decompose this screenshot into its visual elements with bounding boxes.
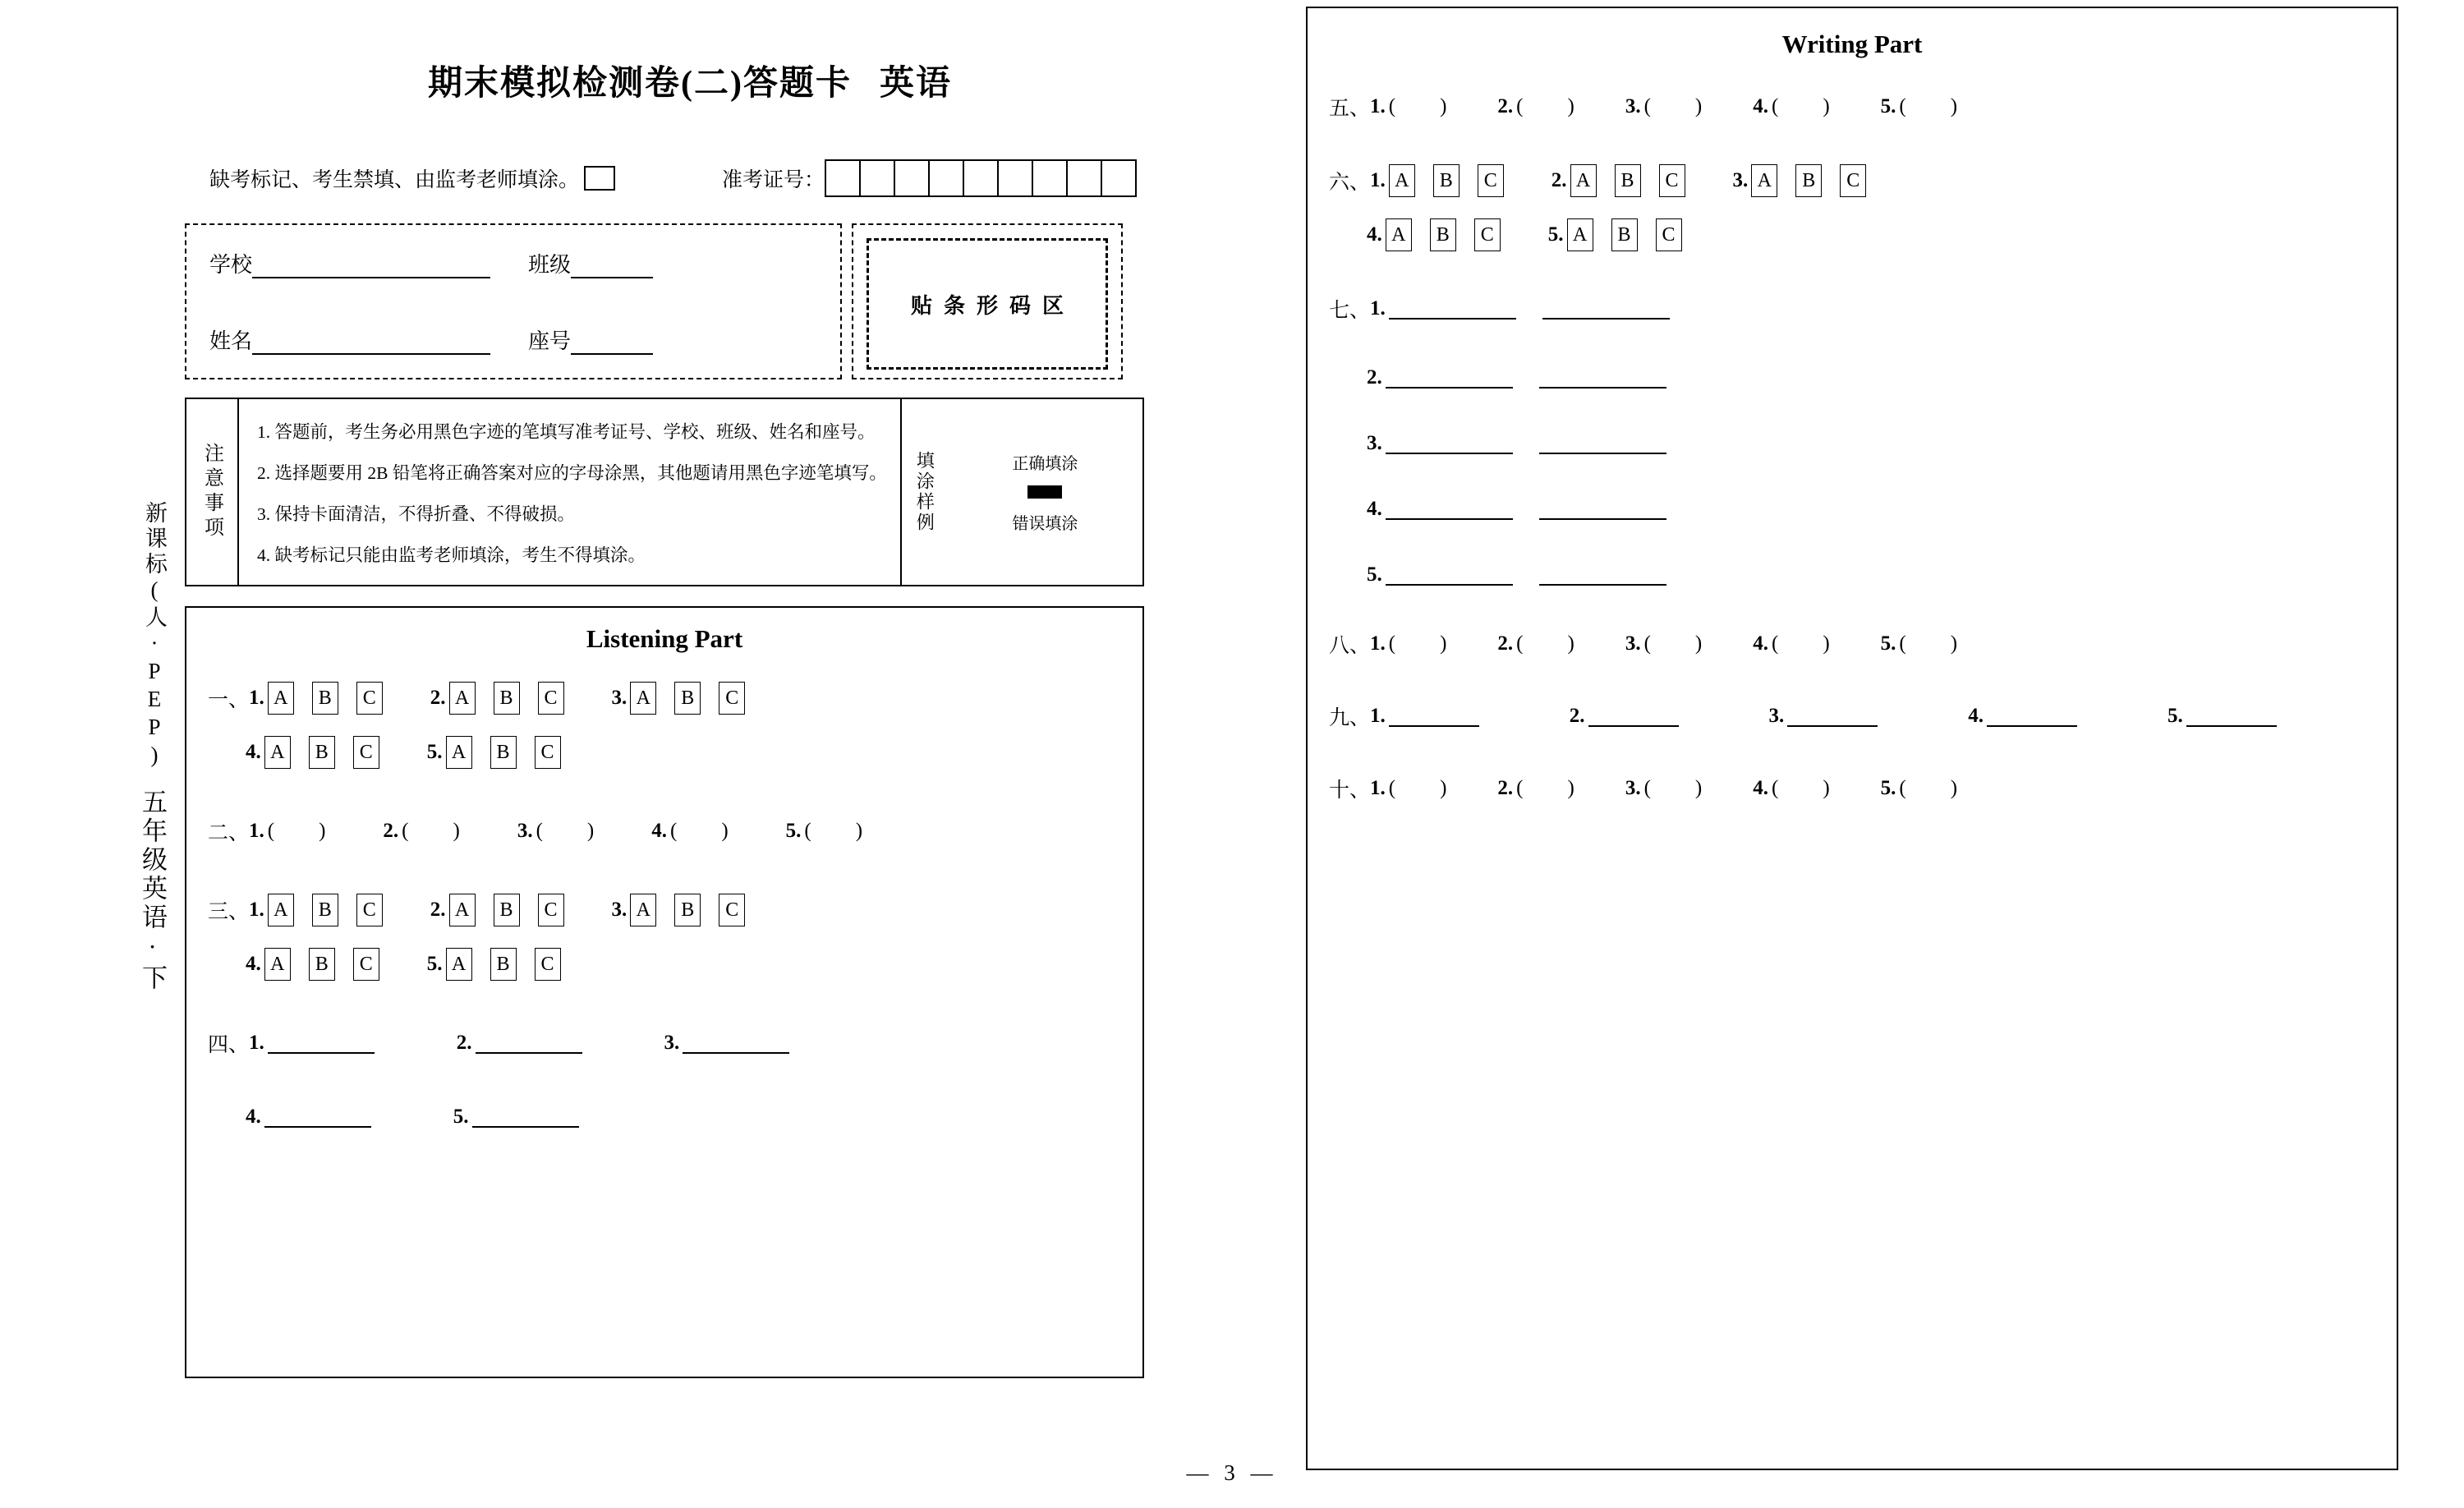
- question-number: 5.: [1547, 223, 1564, 246]
- correct-fill-mark-icon: [1027, 485, 1062, 499]
- notice-box: [185, 398, 1144, 586]
- option-bubble-a[interactable]: A: [1570, 164, 1597, 197]
- question-item: [1497, 777, 1574, 800]
- question-number: 1.: [1370, 632, 1386, 655]
- question-item: [1370, 632, 1446, 655]
- option-bubble-a[interactable]: A: [630, 894, 656, 926]
- question-number: 4.: [1753, 95, 1768, 117]
- question-item: [664, 1032, 790, 1055]
- writing-part-title: Writing Part: [1781, 30, 1923, 58]
- option-bubble-a[interactable]: A: [446, 948, 472, 981]
- absent-mark-label: 缺考标记、考生禁填、由监考老师填涂。: [209, 169, 580, 191]
- question-item: [430, 682, 582, 715]
- fill-sample-body: [948, 399, 1142, 585]
- section-label: 十、: [1329, 779, 1371, 802]
- question-row: [1329, 218, 2375, 251]
- question-item: [1625, 777, 1702, 800]
- question-number: 1.: [249, 899, 264, 921]
- question-number: 5.: [1880, 95, 1896, 117]
- name-input[interactable]: [252, 332, 490, 355]
- question-number: 3.: [1625, 95, 1641, 117]
- answer-parenthesis[interactable]: ( ): [1388, 632, 1447, 655]
- question-row: [1329, 432, 2375, 455]
- option-bubble-c[interactable]: C: [1478, 164, 1504, 197]
- option-group: [1570, 164, 1703, 197]
- question-item: [651, 820, 728, 843]
- writing-part-panel: [1306, 7, 2398, 1470]
- answer-blank[interactable]: [1539, 433, 1666, 454]
- answer-blank[interactable]: [1539, 367, 1666, 388]
- answer-blank[interactable]: [2186, 706, 2277, 727]
- option-bubble-c[interactable]: C: [356, 894, 383, 926]
- question-number: 5.: [426, 953, 443, 975]
- notice-title: 注意事项: [186, 399, 239, 585]
- question-number: 5.: [1880, 777, 1896, 799]
- question-row: [208, 816, 1121, 846]
- question-item: [430, 894, 582, 926]
- option-group: [264, 736, 398, 769]
- question-item: [246, 1106, 371, 1129]
- option-bubble-b[interactable]: B: [312, 894, 338, 926]
- question-item: [1367, 366, 1666, 389]
- question-number: 4.: [246, 1106, 261, 1128]
- option-bubble-b[interactable]: B: [494, 682, 520, 715]
- question-item: [1881, 777, 1957, 800]
- admission-number-cell[interactable]: [1033, 161, 1068, 195]
- option-bubble-a[interactable]: A: [1389, 164, 1415, 197]
- question-number: 1.: [1370, 169, 1386, 191]
- option-bubble-c[interactable]: C: [535, 736, 561, 769]
- section-label: 七、: [1329, 300, 1371, 322]
- question-number: 4.: [1367, 223, 1382, 246]
- option-bubble-c[interactable]: C: [353, 736, 379, 769]
- question-row: [1329, 92, 2375, 122]
- answer-blank[interactable]: [1386, 367, 1513, 388]
- question-number: 3.: [517, 820, 533, 842]
- question-row: [208, 894, 1121, 926]
- option-group: [449, 682, 582, 715]
- name-seat-line: [209, 324, 817, 355]
- school-input[interactable]: [252, 255, 490, 278]
- option-bubble-b[interactable]: B: [674, 894, 701, 926]
- option-bubble-c[interactable]: C: [1474, 218, 1501, 251]
- question-number: 3.: [664, 1032, 680, 1054]
- listening-part-panel: [185, 606, 1144, 1378]
- question-number: 4.: [1968, 705, 1984, 727]
- option-bubble-a[interactable]: A: [1751, 164, 1777, 197]
- question-number: 1.: [1370, 95, 1386, 117]
- question-number: 5.: [2167, 705, 2183, 727]
- answer-blank[interactable]: [1386, 499, 1513, 520]
- option-bubble-b[interactable]: B: [674, 682, 701, 715]
- answer-parenthesis[interactable]: ( ): [1516, 777, 1574, 799]
- answer-blank[interactable]: [1588, 706, 1679, 727]
- question-number: 2.: [430, 899, 446, 921]
- answer-parenthesis[interactable]: ( ): [1899, 777, 1958, 799]
- question-number: 3.: [1625, 777, 1641, 799]
- option-bubble-b[interactable]: B: [309, 736, 335, 769]
- question-item: [1370, 705, 1479, 728]
- option-group: [264, 948, 398, 981]
- question-number: 2.: [383, 820, 399, 842]
- option-bubble-a[interactable]: A: [268, 894, 294, 926]
- option-group: [1751, 164, 1884, 197]
- question-number: 2.: [1367, 366, 1382, 388]
- question-row: [208, 1028, 1121, 1058]
- admission-number-cell[interactable]: [930, 161, 964, 195]
- question-number: 4.: [651, 820, 667, 842]
- option-bubble-a[interactable]: A: [449, 894, 476, 926]
- question-number: 5.: [785, 820, 802, 842]
- question-row: [1329, 294, 2375, 324]
- answer-blank[interactable]: [1787, 706, 1878, 727]
- page-title: [185, 56, 1195, 105]
- answer-blank[interactable]: [264, 1106, 371, 1128]
- question-row: [1329, 164, 2375, 197]
- answer-parenthesis[interactable]: ( ): [1643, 777, 1703, 799]
- option-group: [630, 894, 763, 926]
- section-label: 四、: [208, 1034, 250, 1056]
- question-item: [427, 948, 579, 981]
- admission-number-cell[interactable]: [1068, 161, 1102, 195]
- option-bubble-b[interactable]: B: [1795, 164, 1822, 197]
- question-item: [1370, 164, 1522, 197]
- admission-number-cell[interactable]: [861, 161, 895, 195]
- option-bubble-a[interactable]: A: [630, 682, 656, 715]
- question-item: [249, 1032, 375, 1055]
- admission-number-cell[interactable]: [1102, 161, 1137, 195]
- option-group: [1386, 218, 1519, 251]
- notice-item: 1. 答题前，考生务必用黑色字迹的笔填写准考证号、学校、班级、姓名和座号。: [257, 422, 876, 443]
- question-item: [1370, 297, 1670, 320]
- answer-blank[interactable]: [268, 1032, 375, 1054]
- question-number: 3.: [611, 687, 627, 709]
- answer-blank[interactable]: [1386, 564, 1513, 586]
- option-group: [446, 736, 579, 769]
- option-bubble-c[interactable]: C: [719, 894, 745, 926]
- option-bubble-b[interactable]: B: [1615, 164, 1641, 197]
- section-label: 一、: [208, 689, 250, 711]
- question-item: [383, 820, 459, 843]
- answer-parenthesis[interactable]: ( ): [1899, 95, 1958, 117]
- question-number: 1.: [249, 1032, 264, 1054]
- page-number: — 3 —: [1186, 1460, 1278, 1485]
- option-bubble-c[interactable]: C: [1840, 164, 1866, 197]
- name-label: 姓名: [209, 329, 253, 353]
- question-number: 1.: [1370, 705, 1386, 727]
- question-item: [2167, 705, 2277, 728]
- question-item: [1551, 164, 1703, 197]
- listening-sections: [208, 682, 1121, 1129]
- seat-input[interactable]: [571, 332, 653, 355]
- option-bubble-c[interactable]: C: [538, 894, 564, 926]
- answer-parenthesis[interactable]: ( ): [804, 820, 863, 842]
- option-bubble-a[interactable]: A: [1567, 218, 1593, 251]
- question-number: 4.: [246, 953, 261, 975]
- listening-part-title: Listening Part: [586, 624, 743, 653]
- answer-parenthesis[interactable]: ( ): [1771, 777, 1830, 799]
- option-bubble-b[interactable]: B: [490, 948, 517, 981]
- answer-blank[interactable]: [1539, 499, 1666, 520]
- question-row: [208, 1106, 1121, 1129]
- option-bubble-a[interactable]: A: [1386, 218, 1412, 251]
- page-title-subject: 英语: [879, 65, 952, 103]
- school-class-line: [209, 248, 817, 278]
- question-number: 1.: [249, 820, 264, 842]
- question-number: 3.: [1732, 169, 1749, 191]
- question-item: [1367, 498, 1666, 521]
- absent-mark-checkbox[interactable]: [584, 166, 615, 191]
- option-bubble-b[interactable]: B: [1433, 164, 1460, 197]
- question-number: 2.: [1551, 169, 1567, 191]
- option-group: [1567, 218, 1700, 251]
- option-bubble-c[interactable]: C: [535, 948, 561, 981]
- answer-blank[interactable]: [1389, 706, 1479, 727]
- school-label: 学校: [209, 253, 253, 277]
- option-group: [446, 948, 579, 981]
- question-item: [1753, 95, 1829, 118]
- question-number: 1.: [249, 687, 264, 709]
- class-input[interactable]: [571, 255, 653, 278]
- answer-parenthesis[interactable]: ( ): [1643, 632, 1703, 655]
- option-bubble-b[interactable]: B: [312, 682, 338, 715]
- question-item: [246, 948, 398, 981]
- answer-parenthesis[interactable]: ( ): [1771, 95, 1830, 117]
- answer-parenthesis[interactable]: ( ): [402, 820, 460, 842]
- answer-parenthesis[interactable]: ( ): [536, 820, 595, 842]
- answer-blank[interactable]: [1542, 298, 1670, 320]
- answer-parenthesis[interactable]: ( ): [669, 820, 729, 842]
- page-title-main: 期末模拟检测卷(二)答题卡: [428, 65, 852, 103]
- section-label: 八、: [1329, 635, 1371, 657]
- notice-item: 3. 保持卡面清洁，不得折叠、不得破损。: [257, 504, 576, 525]
- question-row: [1329, 498, 2375, 521]
- question-item: [1370, 777, 1446, 800]
- question-number: 4.: [1753, 777, 1768, 799]
- answer-parenthesis[interactable]: ( ): [1899, 632, 1958, 655]
- option-bubble-b[interactable]: B: [1611, 218, 1638, 251]
- answer-blank[interactable]: [683, 1032, 789, 1054]
- option-bubble-c[interactable]: C: [1656, 218, 1682, 251]
- question-item: [249, 682, 401, 715]
- answer-parenthesis[interactable]: ( ): [267, 820, 326, 842]
- option-bubble-b[interactable]: B: [309, 948, 335, 981]
- question-item: [249, 894, 401, 926]
- answer-blank[interactable]: [1539, 564, 1666, 586]
- question-row: [1329, 701, 2375, 731]
- option-bubble-c[interactable]: C: [538, 682, 564, 715]
- question-number: 1.: [1370, 297, 1386, 320]
- option-bubble-a[interactable]: A: [449, 682, 476, 715]
- option-bubble-c[interactable]: C: [356, 682, 383, 715]
- question-number: 2.: [1497, 632, 1514, 655]
- option-group: [268, 894, 401, 926]
- option-bubble-a[interactable]: A: [264, 736, 291, 769]
- option-bubble-a[interactable]: A: [446, 736, 472, 769]
- question-number: 2.: [1497, 777, 1514, 799]
- section-label: 三、: [208, 901, 250, 923]
- question-item: [1769, 705, 1878, 728]
- correct-fill-label: 正确填涂: [1012, 455, 1078, 473]
- question-item: [1497, 632, 1574, 655]
- question-number: 1.: [1370, 777, 1386, 799]
- question-row: [1329, 563, 2375, 586]
- question-number: 3.: [1625, 632, 1641, 655]
- question-row: [1329, 629, 2375, 659]
- question-item: [1733, 164, 1885, 197]
- question-number: 5.: [1880, 632, 1896, 655]
- section-label: 二、: [208, 822, 250, 844]
- question-item: [1367, 563, 1666, 586]
- question-row: [1329, 774, 2375, 803]
- question-row: [208, 736, 1121, 769]
- question-number: 3.: [1768, 705, 1785, 727]
- question-item: [1881, 632, 1957, 655]
- question-item: [1367, 218, 1519, 251]
- student-info-row: [185, 223, 1195, 379]
- answer-blank[interactable]: [1987, 706, 2077, 727]
- option-bubble-a[interactable]: A: [268, 682, 294, 715]
- answer-blank[interactable]: [476, 1032, 582, 1054]
- question-number: 2.: [1497, 95, 1514, 117]
- question-number: 3.: [611, 899, 627, 921]
- question-number: 4.: [246, 741, 261, 763]
- question-number: 2.: [1569, 705, 1585, 727]
- question-item: [612, 894, 764, 926]
- question-number: 5.: [453, 1106, 469, 1128]
- question-item: [453, 1106, 579, 1129]
- admission-number-cell[interactable]: [964, 161, 999, 195]
- answer-blank[interactable]: [1386, 433, 1513, 454]
- section-label: 五、: [1329, 98, 1371, 120]
- question-item: [427, 736, 579, 769]
- barcode-area-label: 贴条形码区: [867, 238, 1108, 370]
- question-item: [1367, 432, 1666, 455]
- notice-items: [239, 399, 900, 585]
- question-item: [246, 736, 398, 769]
- admission-number-label: 准考证号：: [722, 169, 825, 191]
- option-group: [268, 682, 401, 715]
- absent-and-admission-row: [185, 159, 1195, 197]
- class-label: 班级: [528, 253, 572, 277]
- question-row: [208, 948, 1121, 981]
- question-item: [1548, 218, 1700, 251]
- question-item: [517, 820, 594, 843]
- question-item: [1881, 95, 1957, 118]
- option-group: [1389, 164, 1522, 197]
- answer-blank[interactable]: [472, 1106, 579, 1128]
- seat-label: 座号: [528, 329, 572, 353]
- question-item: [786, 820, 862, 843]
- right-column: [1306, 7, 2415, 1477]
- option-bubble-b[interactable]: B: [490, 736, 517, 769]
- answer-parenthesis[interactable]: ( ): [1388, 777, 1447, 799]
- question-item: [1370, 95, 1446, 118]
- answer-parenthesis[interactable]: ( ): [1771, 632, 1830, 655]
- writing-sections: [1329, 92, 2375, 803]
- option-bubble-c[interactable]: C: [719, 682, 745, 715]
- admission-number-grid[interactable]: [825, 159, 1137, 197]
- option-bubble-b[interactable]: B: [1430, 218, 1456, 251]
- wrong-fill-label: 错误填涂: [1012, 515, 1078, 533]
- question-number: 2.: [430, 687, 446, 709]
- question-number: 4.: [1753, 632, 1768, 655]
- answer-parenthesis[interactable]: ( ): [1516, 632, 1574, 655]
- option-bubble-c[interactable]: C: [353, 948, 379, 981]
- question-item: [1625, 95, 1702, 118]
- admission-number-cell[interactable]: [826, 161, 861, 195]
- admission-number-cell[interactable]: [895, 161, 930, 195]
- question-number: 4.: [1367, 498, 1382, 520]
- answer-blank[interactable]: [1389, 298, 1516, 320]
- option-group: [449, 894, 582, 926]
- question-item: [612, 682, 764, 715]
- question-item: [1497, 95, 1574, 118]
- question-number: 2.: [456, 1032, 472, 1054]
- student-info-box: [185, 223, 842, 379]
- option-bubble-b[interactable]: B: [494, 894, 520, 926]
- question-row: [1329, 366, 2375, 389]
- question-item: [457, 1032, 582, 1055]
- option-bubble-c[interactable]: C: [1659, 164, 1685, 197]
- answer-parenthesis[interactable]: ( ): [1388, 95, 1447, 117]
- fill-sample-title: 填涂样例: [900, 399, 948, 585]
- notice-item: 2. 选择题要用 2B 铅笔将正确答案对应的字母涂黑，其他题请用黑色字迹笔填写。: [257, 463, 887, 484]
- question-number: 3.: [1367, 432, 1382, 454]
- question-item: [1968, 705, 2077, 728]
- answer-parenthesis[interactable]: ( ): [1516, 95, 1574, 117]
- question-row: [208, 682, 1121, 715]
- notice-item: 4. 缺考标记只能由监考老师填涂，考生不得填涂。: [257, 545, 646, 566]
- answer-parenthesis[interactable]: ( ): [1643, 95, 1703, 117]
- question-number: 5.: [426, 741, 443, 763]
- side-text-curriculum: 新课标(人·PEP): [142, 501, 167, 770]
- option-group: [630, 682, 763, 715]
- question-item: [1753, 632, 1829, 655]
- section-label: 六、: [1329, 172, 1371, 194]
- section-label: 九、: [1329, 707, 1371, 729]
- left-column: [185, 8, 1195, 1487]
- question-item: [249, 820, 325, 843]
- question-item: [1625, 632, 1702, 655]
- question-item: [1570, 705, 1679, 728]
- option-bubble-a[interactable]: A: [264, 948, 291, 981]
- question-number: 5.: [1367, 563, 1382, 586]
- barcode-area: [852, 223, 1123, 379]
- question-item: [1753, 777, 1829, 800]
- admission-number-cell[interactable]: [999, 161, 1033, 195]
- side-text-grade: 五年级英语·下: [138, 788, 167, 993]
